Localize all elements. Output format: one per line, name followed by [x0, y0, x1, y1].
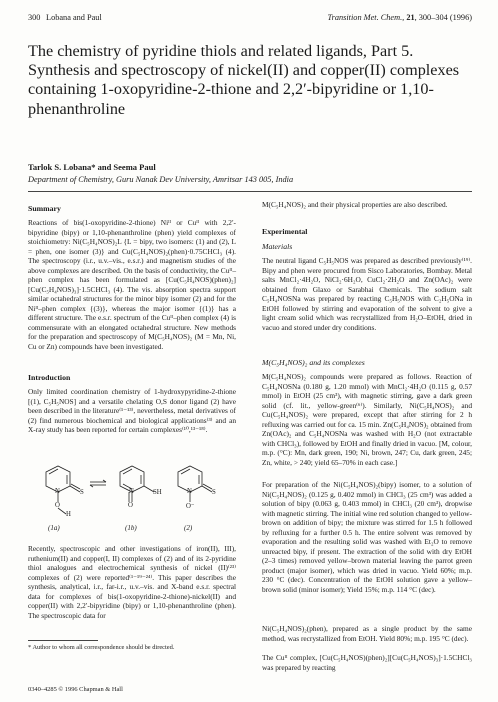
journal-citation [327, 13, 472, 22]
atom-o-minus-2: O⁻ [186, 503, 195, 510]
introduction-text: Only limited coordination chemistry of 1-hydroxypyridine-2-thione [(1), C₅H₅NOS] and a versatile chelating O,S donor ligand (2) have been described in the literature⁽¹⁻¹³⁾, nevertheless, metal derivatives of (2) find numerous biochemical and biological applications⁽³⁾ and an X-ray study has been reported for certain complexes⁽¹⁰,¹³⁻¹⁸⁾. [28, 387, 236, 434]
journal-volume: 21 [406, 13, 415, 22]
header-divider [28, 191, 472, 192]
copyright-line: 0340–4285 © 1996 Chapman & Hall [28, 686, 123, 693]
complexes-text-2: For preparation of the Ni(C₅H₄NOS)₂(bipy) isomer, to a solution of Ni(C₅H₄NOS)₂ (0.125 g, 0.402 mmol) in CHCl₃ (25 cm³) was added a solution of bipy (0.063 g, 0.403 mmol) in CHCl₃ (20 cm³), dropwise with magnetic stirring. The initial wine red solution changed to yellow-brown on addition of bipy; the mixture was stirred for 1.5 h followed by refluxing for a further 0.5 h. The entire solvent was removed by evaporation and the resulting solid was washed with Et₂O to remove unreacted bipy, if present. The extraction of the solid with dry EtOH (2–3 times) removed yellow–brown material leaving the parrot green product (major isomer), which was dried in vacuo. Yield 60%; m.p. 230 °C (dec). Concentration of the EtOH solution gave a yellow–brown solid (minor isomer); Yield 15%; m.p. 114 °C (dec). [262, 480, 472, 594]
atom-o-1b: O [128, 502, 133, 509]
article-title: The chemistry of pyridine thiols and related ligands, Part 5. Synthesis and spectroscopy of nickel(II) and copper(II) complexes containing 1-oxopyridine-2-thione and 2,2′-bipyridine or 1,10-phenanthroline [28, 42, 460, 118]
atom-n-1a: N [55, 488, 60, 495]
complexes-text-3: Ni(C₅H₄NOS)₂(phen), prepared as a single product by the same method, was recrystallized from EtOH. Yield 80%; m.p. 195 °C (dec). [262, 624, 472, 643]
complexes-heading: M(C₅H₄NOS)₂ and its complexes [262, 358, 365, 367]
running-authors: Lobana and Paul [46, 13, 102, 22]
complexes-text-1: M(C₅H₄NOS)₂ compounds were prepared as follows. Reaction of C₅H₄NOSNa (0.180 g, 1.20 mmol) with MnCl₂·4H₂O (0.115 g, 0.57 mmol) in EtOH (25 cm³), with magnetic stirring, gave a dark green solid (cf. lit., yellow-green⁽⁶⁾). Similarly, Ni(C₅H₄NOS)₂ and Cu(C₅H₄NOS)₂ were prepared, except that after stirring for 2 h refluxing was carried out for ca. 15 min. Zn(C₅H₄NOS)₂ obtained from Zn(OAc)₂ and C₅H₄NOSNa was washed with H₂O (not extractable with CHCl₃), followed by EtOH and finally dried in vacuo. [M, colour, m.p. (°C): Mn, dark green, 190; Ni, brown, 247; Cu, dark green, 245; Zn, white, > 240; yield 65–70% in each case.] [262, 372, 472, 467]
materials-text: The neutral ligand C₅H₅NOS was prepared as described previously⁽¹⁹⁾. Bipy and phen were procured from Sisco Laboratories, Bombay. Metal salts MnCl₂·4H₂O, NiCl₂·6H₂O, CuCl₂·2H₂O and Zn(OAc)₂ were obtained from Glaxo or Sarabhai Chemicals. The sodium salt C₅H₄NOSNa was prepared by reacting C₅H₅NOS with C₂H₅ONa in EtOH followed by stirring and evaporation of the solvent to give a light cream solid which was recrystallized from H₂O–EtOH, dried in vacuo and stored under dry conditions. [262, 256, 472, 332]
atom-n-1b: N [129, 488, 134, 495]
atom-s-1a: S [80, 489, 84, 496]
author-affiliation: Department of Chemistry, Guru Nanak Dev University, Amritsar 143 005, India [28, 175, 294, 184]
corresponding-author-footnote: * Author to whom all correspondence should be directed. [28, 644, 175, 651]
atom-sh-1b: SH [153, 489, 162, 496]
figure-label-2: (2) [184, 524, 193, 532]
experimental-heading: Experimental [262, 227, 308, 236]
atom-n-2: N [187, 488, 192, 495]
footnote-divider [28, 640, 98, 641]
journal-name: Transition Met. Chem., [327, 13, 405, 22]
introduction-continued: Recently, spectroscopic and other investigations of iron(II), III), ruthenium(II) and copper(I, II) complexes of (2) and of its 2-pyridine thiol analogues and electrochemical synthesis of nickel (II)⁽²³⁾ complexes of (2) were reported⁽¹⁻¹⁹⁻²⁴⁾. This paper describes the synthesis, analytical, i.r., far-i.r., u.v.–vis. and X-band e.s.r. spectral data for complexes of bis(1-oxopyridine-2-thione)-nickel(II) and copper(II) with 2,2′-bipyridine (bipy) or 1,10-phenanthroline (phen). The spectroscopic data for [28, 544, 236, 620]
summary-heading: Summary [28, 204, 61, 213]
figure-label-1a: (1a) [48, 524, 60, 532]
introduction-heading: Introduction [28, 373, 71, 382]
figure-label-1b: (1b) [125, 524, 137, 532]
page-number: 300 [28, 13, 41, 22]
atom-h-1a: H [66, 511, 71, 518]
introduction-end: M(C₅H₄NOS)₂ and their physical properties are also described. [262, 200, 448, 209]
summary-text: Reactions of bis(1-oxopyridine-2-thione) Niᴵᴵ or Cuᴵᴵ with 2,2′-bipyridine (bipy) or 1,10-phenanthroline (phen) yield complexes of stoichiometry: Ni(C₅H₄NOS)₂L {L = bipy, two isomers: (1) and (2), L = phen, one isomer (3)} and Cu(C₅H₄NOS)₂(phen)·0.75CHCl₃ (4). The spectroscopy (i.r., u.v.–vis., e.s.r.) and magnetism studies of the above complexes are described. On the basis of conductivity, the Cuᴵᴵ–phen complex has been formulated as [Cu(C₅H₄NOS)(phen)₂][Cu(C₅H₄NOS)₃]·1.5CHCl₃ (4). The vis. absorption spectra support similar octahedral structures for the minor bipy isomer (2) and for the Niᴵᴵ–phen complex {(3)}, whereas the major isomer {(1)} has a different structure. The e.s.r. spectrum of the Cuᴵᴵ–phen complex (4) is commensurate with an elongated octahedral structure. New methods for the preparation and spectroscopy of M(C₅H₄NOS)₂ (M = Mn, Ni, Cu or Zn) compounds have been investigated. [28, 218, 236, 351]
journal-pages: , 300–304 (1996) [414, 13, 472, 22]
structure-figure [28, 452, 236, 538]
atom-o-1a: O [55, 502, 60, 509]
thione-bond-1a [70, 486, 80, 492]
article-authors: Tarlok S. Lobana* and Seema Paul [28, 162, 156, 172]
atom-s-2: S [212, 489, 216, 496]
complexes-text-4: The Cuᴵᴵ complex, [Cu(C₅H₄NOS)(phen)₂][Cu(C₅H₄NOS)₃]·1.5CHCl₃ was prepared by reacting [262, 653, 472, 672]
materials-heading: Materials [262, 242, 293, 251]
